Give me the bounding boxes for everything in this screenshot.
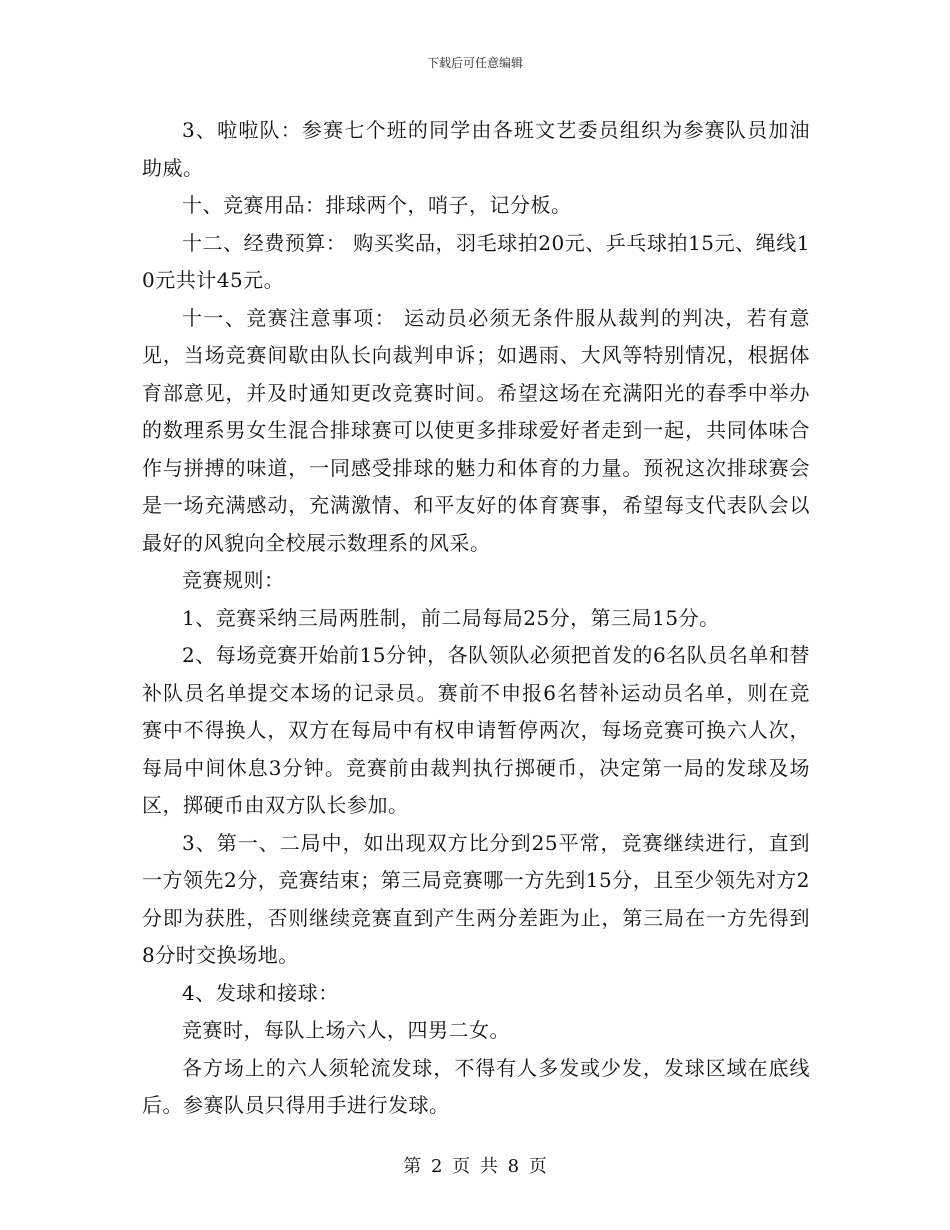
page-number-footer: 第 2 页 共 8 页 (403, 1156, 547, 1177)
paragraph-rule-3: 3、第一、二局中，如出现双方比分到25平常，竞赛继续进行，直到一方领先2分，竞赛结束；第三局竞赛哪一方先到15分，且至少领先对方2分即为获胜，否则继续竞赛直到产生两分差距为止，第三局在一方先得到8分时交换场地。 (142, 830, 810, 967)
paragraph-rule-4-heading: 4、发球和接球： (182, 980, 339, 1005)
paragraph-rules-heading: 竞赛规则： (182, 568, 285, 592)
paragraph-rule-2: 2、每场竞赛开始前15分钟，各队领队必须把首发的6名队员名单和替补队员名单提交本场的记录员。赛前不申报6名替补运动员名单，则在竞赛中不得换人，双方在每局中有权申请暂停两次，每场竞赛可换六人次，每局中间休息3分钟。竞赛前由裁判执行掷硬币，决定第一局的发球及场区，掷硬币由双方队长参加。 (142, 643, 810, 817)
page-header-note: 下载后可任意编辑 (426, 56, 523, 70)
paragraph-cheerleading: 3、啦啦队：参赛七个班的同学由各班文艺委员组织为参赛队员加油助威。 (142, 118, 810, 180)
paragraph-notes: 十一、竞赛注意事项： 运动员必须无条件服从裁判的判决，若有意见，当场竞赛间歇由队长向裁判申诉；如遇雨、大风等特别情况，根据体育部意见，并及时通知更改竞赛时间。希望这场在充满阳光的春季中举办的数理系男女生混合排球赛可以使更多排球爱好者走到一起，共同体味合作与拼搏的味道，一同感受排球的魅力和体育的力量。预祝这次排球赛会是一场充满感动，充满激情、和平友好的体育赛事，希望每支代表队会以最好的风貌向全校展示数理系的风采。 (142, 305, 810, 555)
paragraph-budget: 十二、经费预算： 购买奖品，羽毛球拍20元、乒乓球拍15元、绳线10元共计45元。 (142, 230, 810, 292)
document-body (142, 112, 810, 1125)
paragraph-team-size: 竞赛时，每队上场六人，四男二女。 (182, 1018, 510, 1042)
paragraph-serving: 各方场上的六人须轮流发球，不得有人多发或少发，发球区域在底线后。参赛队员只得用手进行发球。 (142, 1055, 810, 1117)
paragraph-equipment: 十、竞赛用品：排球两个，哨子，记分板。 (182, 193, 572, 217)
paragraph-rule-1: 1、竞赛采纳三局两胜制，前二局每局25分，第三局15分。 (182, 605, 720, 630)
